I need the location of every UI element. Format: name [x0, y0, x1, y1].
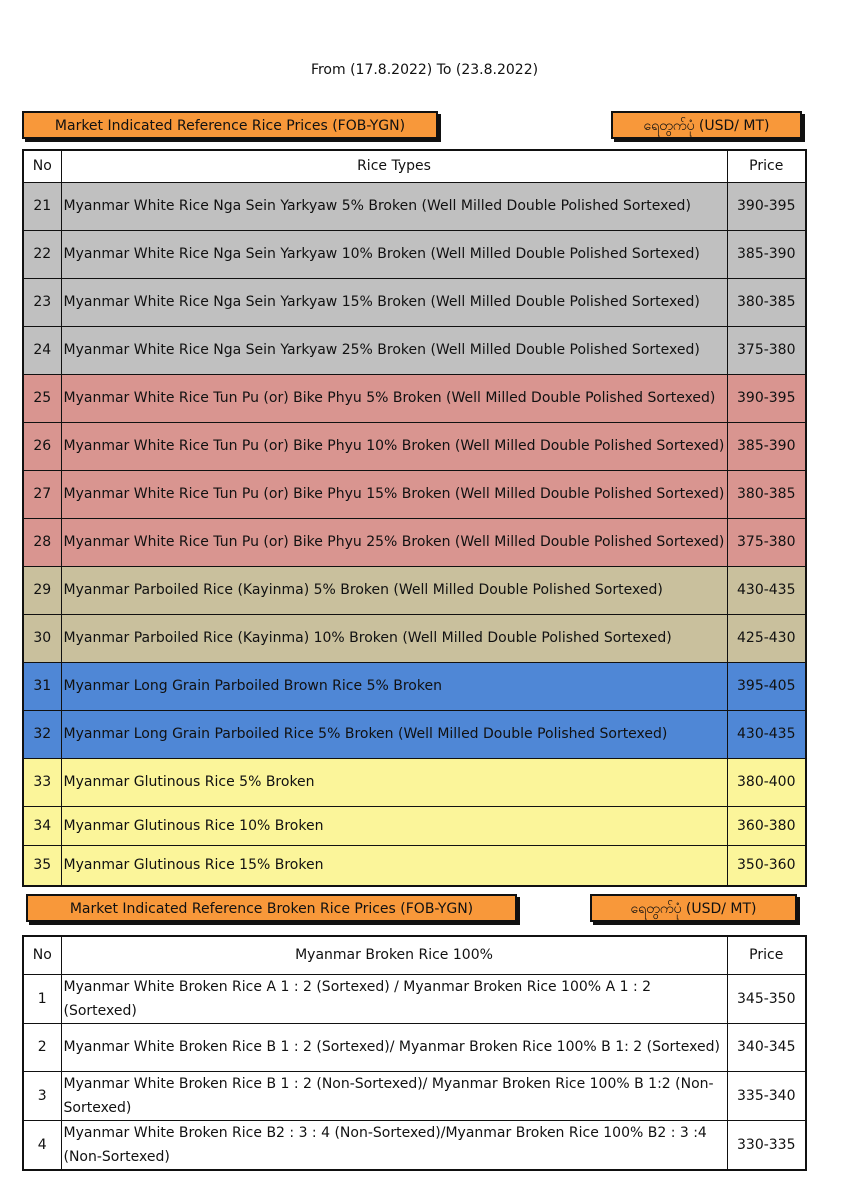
table-row — [23, 806, 806, 845]
row-price: 380-385 — [727, 278, 806, 326]
row-description: Myanmar Glutinous Rice 15% Broken — [61, 845, 727, 886]
row-number: 28 — [23, 518, 61, 566]
table-row — [23, 758, 806, 806]
row-description: Myanmar White Rice Nga Sein Yarkyaw 10% Broken (Well Milled Double Polished Sortexed) — [61, 230, 727, 278]
table-row — [23, 326, 806, 374]
row-price: 345-350 — [727, 974, 806, 1023]
broken-rice-header-row — [23, 936, 806, 974]
row-description: Myanmar Parboiled Rice (Kayinma) 10% Broken (Well Milled Double Polished Sortexed) — [61, 614, 727, 662]
row-description: Myanmar White Rice Tun Pu (or) Bike Phyu 5% Broken (Well Milled Double Polished Sortexed) — [61, 374, 727, 422]
table-row — [23, 230, 806, 278]
row-description: Myanmar White Rice Nga Sein Yarkyaw 25% Broken (Well Milled Double Polished Sortexed) — [61, 326, 727, 374]
date-range: From (17.8.2022) To (23.8.2022) — [310, 62, 539, 78]
row-description: Myanmar Glutinous Rice 5% Broken — [61, 758, 727, 806]
row-description: Myanmar White Rice Tun Pu (or) Bike Phyu 25% Broken (Well Milled Double Polished Sortexed) — [61, 518, 727, 566]
table-row — [23, 845, 806, 886]
table-row — [23, 662, 806, 710]
row-number: 31 — [23, 662, 61, 710]
row-number: 34 — [23, 806, 61, 845]
table-row — [23, 1120, 806, 1170]
row-description: Myanmar White Rice Nga Sein Yarkyaw 15% Broken (Well Milled Double Polished Sortexed) — [61, 278, 727, 326]
rice-prices-header-row — [23, 150, 806, 182]
row-number: 4 — [23, 1120, 61, 1170]
row-description: Myanmar White Broken Rice A 1 : 2 (Sortexed) / Myanmar Broken Rice 100% A 1 : 2 (Sortexed) — [61, 974, 727, 1023]
row-number: 23 — [23, 278, 61, 326]
row-number: 24 — [23, 326, 61, 374]
row-number: 26 — [23, 422, 61, 470]
table-row — [23, 1071, 806, 1120]
rice-prices-title: Market Indicated Reference Rice Prices (FOB-YGN) — [22, 111, 438, 139]
row-price: 430-435 — [727, 710, 806, 758]
row-description: Myanmar White Rice Tun Pu (or) Bike Phyu 15% Broken (Well Milled Double Polished Sortexed) — [61, 470, 727, 518]
row-price: 360-380 — [727, 806, 806, 845]
row-price: 390-395 — [727, 182, 806, 230]
row-price: 350-360 — [727, 845, 806, 886]
rice-prices-table — [22, 149, 807, 887]
row-price: 375-380 — [727, 326, 806, 374]
table-row — [23, 374, 806, 422]
row-description: Myanmar White Broken Rice B2 : 3 : 4 (Non-Sortexed)/Myanmar Broken Rice 100% B2 : 3 :4 (Non-Sortexed) — [61, 1120, 727, 1170]
row-price: 335-340 — [727, 1071, 806, 1120]
table-row — [23, 518, 806, 566]
row-number: 33 — [23, 758, 61, 806]
row-number: 1 — [23, 974, 61, 1023]
column-header-broken-rice: Myanmar Broken Rice 100% — [61, 936, 727, 974]
rice-prices-unit: ရေတွက်ပုံ (USD/ MT) — [611, 111, 802, 139]
broken-rice-prices-table — [22, 935, 807, 1171]
column-header-no: No — [23, 936, 61, 974]
row-price: 425-430 — [727, 614, 806, 662]
row-description: Myanmar White Broken Rice B 1 : 2 (Sortexed)/ Myanmar Broken Rice 100% B 1: 2 (Sortexed) — [61, 1023, 727, 1071]
table-row — [23, 182, 806, 230]
table-row — [23, 278, 806, 326]
column-header-rice-types: Rice Types — [61, 150, 727, 182]
broken-rice-prices-title: Market Indicated Reference Broken Rice Prices (FOB-YGN) — [26, 894, 517, 922]
row-number: 25 — [23, 374, 61, 422]
row-number: 22 — [23, 230, 61, 278]
row-price: 340-345 — [727, 1023, 806, 1071]
column-header-no: No — [23, 150, 61, 182]
broken-rice-prices-unit: ရေတွက်ပုံ (USD/ MT) — [590, 894, 797, 922]
row-price: 375-380 — [727, 518, 806, 566]
table-row — [23, 974, 806, 1023]
row-description: Myanmar Long Grain Parboiled Rice 5% Broken (Well Milled Double Polished Sortexed) — [61, 710, 727, 758]
row-price: 380-400 — [727, 758, 806, 806]
table-row — [23, 422, 806, 470]
row-number: 29 — [23, 566, 61, 614]
row-description: Myanmar White Rice Nga Sein Yarkyaw 5% Broken (Well Milled Double Polished Sortexed) — [61, 182, 727, 230]
row-description: Myanmar Parboiled Rice (Kayinma) 5% Broken (Well Milled Double Polished Sortexed) — [61, 566, 727, 614]
row-number: 3 — [23, 1071, 61, 1120]
table-row — [23, 566, 806, 614]
row-number: 21 — [23, 182, 61, 230]
table-row — [23, 710, 806, 758]
row-number: 35 — [23, 845, 61, 886]
row-price: 395-405 — [727, 662, 806, 710]
row-description: Myanmar Long Grain Parboiled Brown Rice 5% Broken — [61, 662, 727, 710]
row-description: Myanmar White Broken Rice B 1 : 2 (Non-Sortexed)/ Myanmar Broken Rice 100% B 1:2 (Non-Sortexed) — [61, 1071, 727, 1120]
column-header-price: Price — [727, 150, 806, 182]
row-number: 30 — [23, 614, 61, 662]
row-number: 27 — [23, 470, 61, 518]
row-price: 430-435 — [727, 566, 806, 614]
table-row — [23, 614, 806, 662]
row-number: 32 — [23, 710, 61, 758]
row-price: 385-390 — [727, 230, 806, 278]
row-number: 2 — [23, 1023, 61, 1071]
table-row — [23, 470, 806, 518]
row-price: 330-335 — [727, 1120, 806, 1170]
row-price: 390-395 — [727, 374, 806, 422]
row-description: Myanmar White Rice Tun Pu (or) Bike Phyu 10% Broken (Well Milled Double Polished Sortexed) — [61, 422, 727, 470]
row-description: Myanmar Glutinous Rice 10% Broken — [61, 806, 727, 845]
row-price: 380-385 — [727, 470, 806, 518]
column-header-price: Price — [727, 936, 806, 974]
table-row — [23, 1023, 806, 1071]
row-price: 385-390 — [727, 422, 806, 470]
